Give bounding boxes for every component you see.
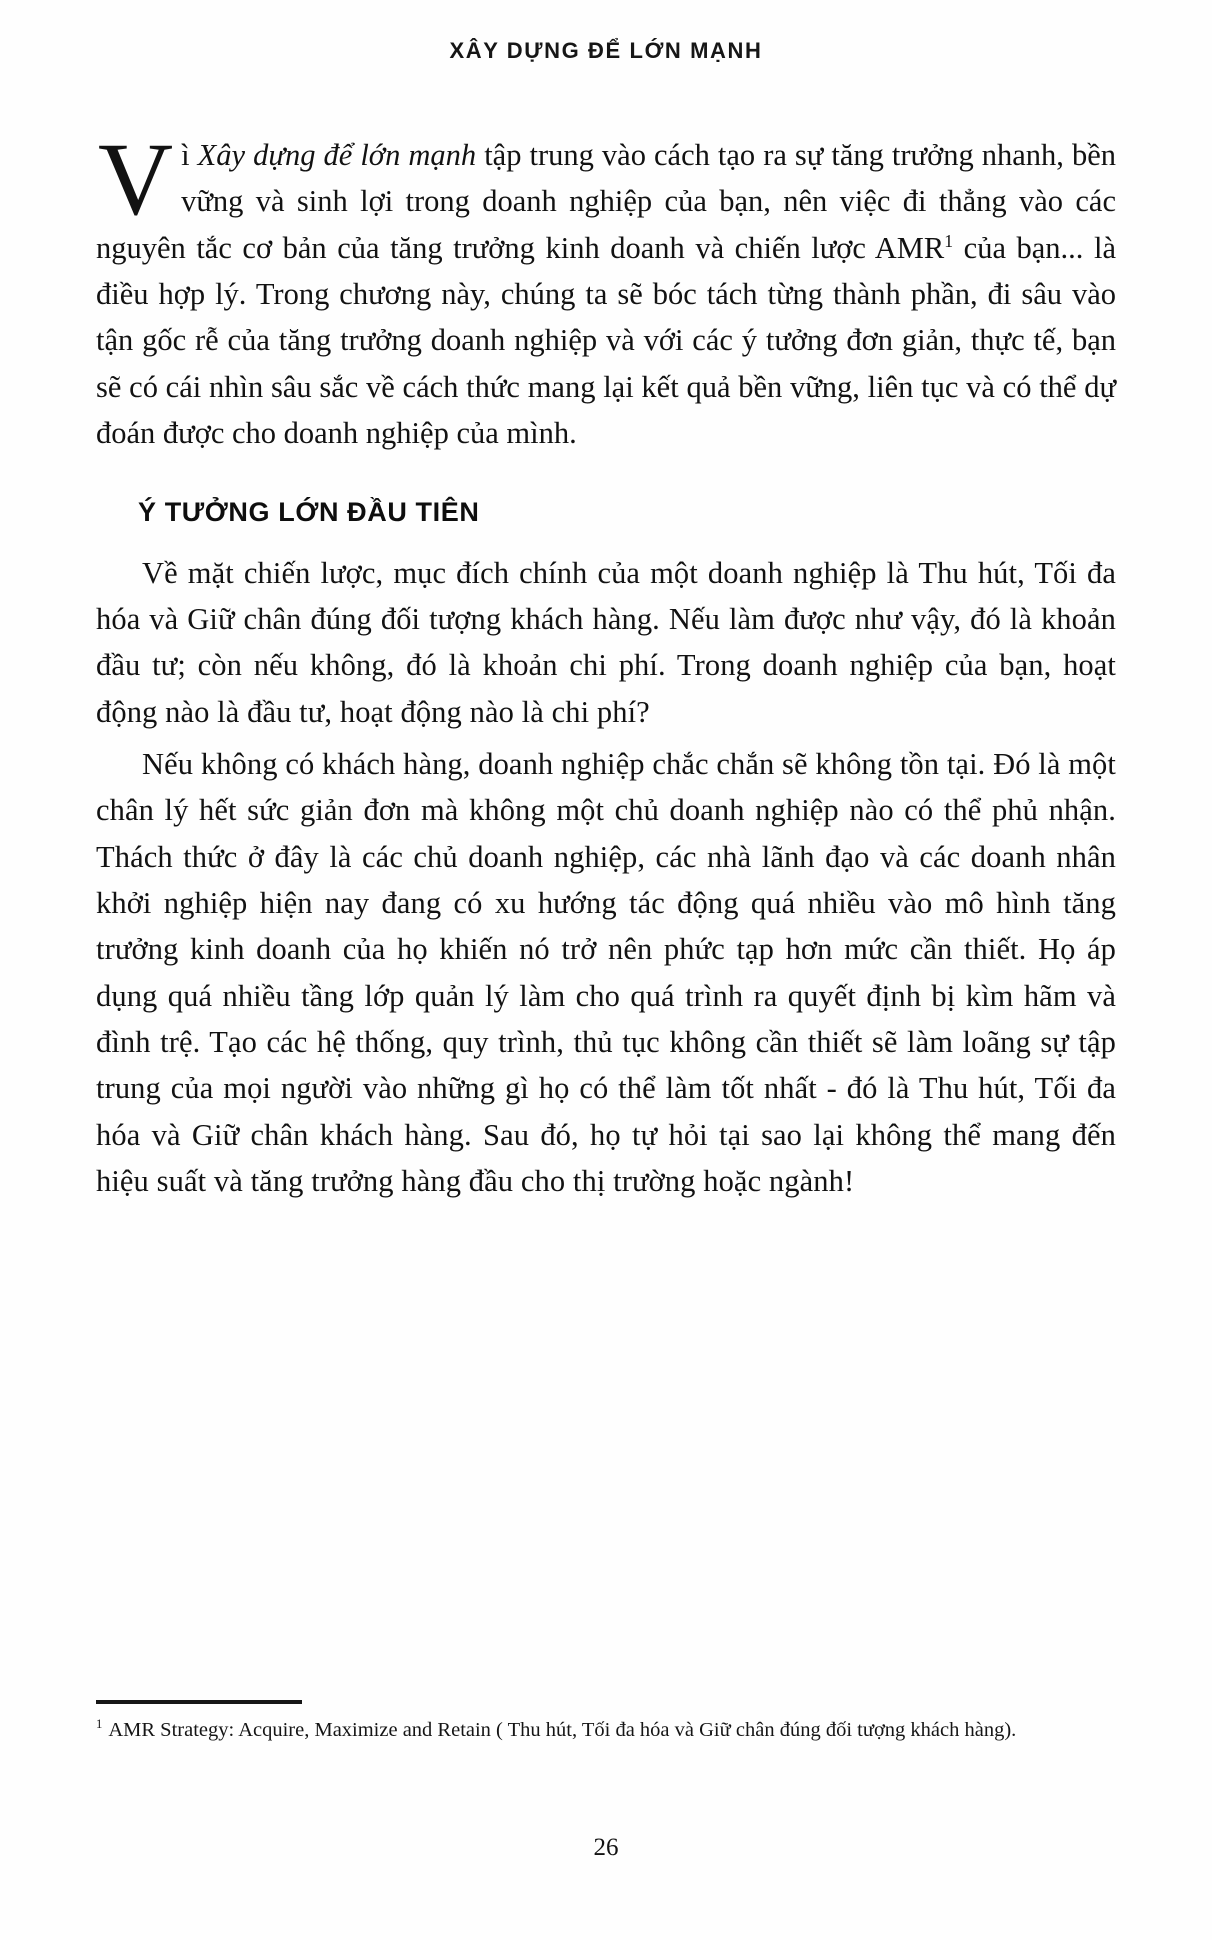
drop-cap: V — [98, 122, 174, 237]
page-number: 26 — [593, 1834, 619, 1861]
footnote-body-text: AMR Strategy: Acquire, Maximize and Retain ( Thu hút, Tối đa hóa và Giữ chân đúng đối tượng khách hàng). — [104, 1719, 1017, 1741]
intro-lead-in: ì — [181, 138, 198, 172]
footnote-number: 1 — [96, 1717, 103, 1732]
intro-paragraph — [96, 122, 1116, 457]
intro-after-title: tập trung vào cách tạo ra sự tăng trưởng nhanh, bền vững và sinh lợi trong doanh nghiệp của bạn, nên việc đi thẳng vào các nguyên tắc cơ bản của tăng trưởng kinh doanh và chiến lược AMR — [96, 138, 1116, 265]
text-column — [96, 122, 1116, 1211]
footnote-block — [96, 1700, 1116, 1746]
footnote-entry — [96, 1716, 1116, 1746]
section-heading: Ý TƯỞNG LỚN ĐẦU TIÊN — [138, 496, 480, 527]
book-title-italic: Xây dựng để lớn mạnh — [197, 138, 477, 172]
footnote-separator-rule — [96, 1700, 302, 1704]
section-paragraph-2: Nếu không có khách hàng, doanh nghiệp chắc chắn sẽ không tồn tại. Đó là một chân lý hết sức giản đơn mà không một chủ doanh nghiệp nào có thể phủ nhận. Thách thức ở đây là các chủ doanh nghiệp, các nhà lãnh đạo và các doanh nhân khởi nghiệp hiện nay đang có xu hướng tác động quá nhiều vào mô hình tăng trưởng kinh doanh của họ khiến nó trở nên phức tạp hơn mức cần thiết. Họ áp dụng quá nhiều tầng lớp quản lý làm cho quá trình ra quyết định bị kìm hãm và đình trệ. Tạo các hệ thống, quy trình, thủ tục không cần thiết sẽ làm loãng sự tập trung của mọi người vào những gì họ có thể làm tốt nhất - đó là Thu hút, Tối đa hóa và Giữ chân khách hàng. Sau đó, họ tự hỏi tại sao lại không thể mang đến hiệu suất và tăng trưởng hàng đầu cho thị trường hoặc ngành! — [96, 746, 1116, 1199]
footnote-reference-marker[interactable]: 1 — [944, 230, 954, 251]
running-head: XÂY DỰNG ĐỂ LỚN MẠNH — [449, 38, 763, 63]
section-paragraph-1: Về mặt chiến lược, mục đích chính của một doanh nghiệp là Thu hút, Tối đa hóa và Giữ chân đúng đối tượng khách hàng. Nếu làm được như vậy, đó là khoản đầu tư; còn nếu không, đó là khoản chi phí. Trong doanh nghiệp của bạn, hoạt động nào là đầu tư, hoạt động nào là chi phí? — [96, 555, 1116, 729]
intro-tail: của bạn... là điều hợp lý. Trong chương này, chúng ta sẽ bóc tách từng thành phần, đi sâu vào tận gốc rễ của tăng trưởng doanh nghiệp và với các ý tưởng đơn giản, thực tế, bạn sẽ có cái nhìn sâu sắc về cách thức mang lại kết quả bền vững, liên tục và có thể dự đoán được cho doanh nghiệp của mình. — [96, 230, 1116, 451]
